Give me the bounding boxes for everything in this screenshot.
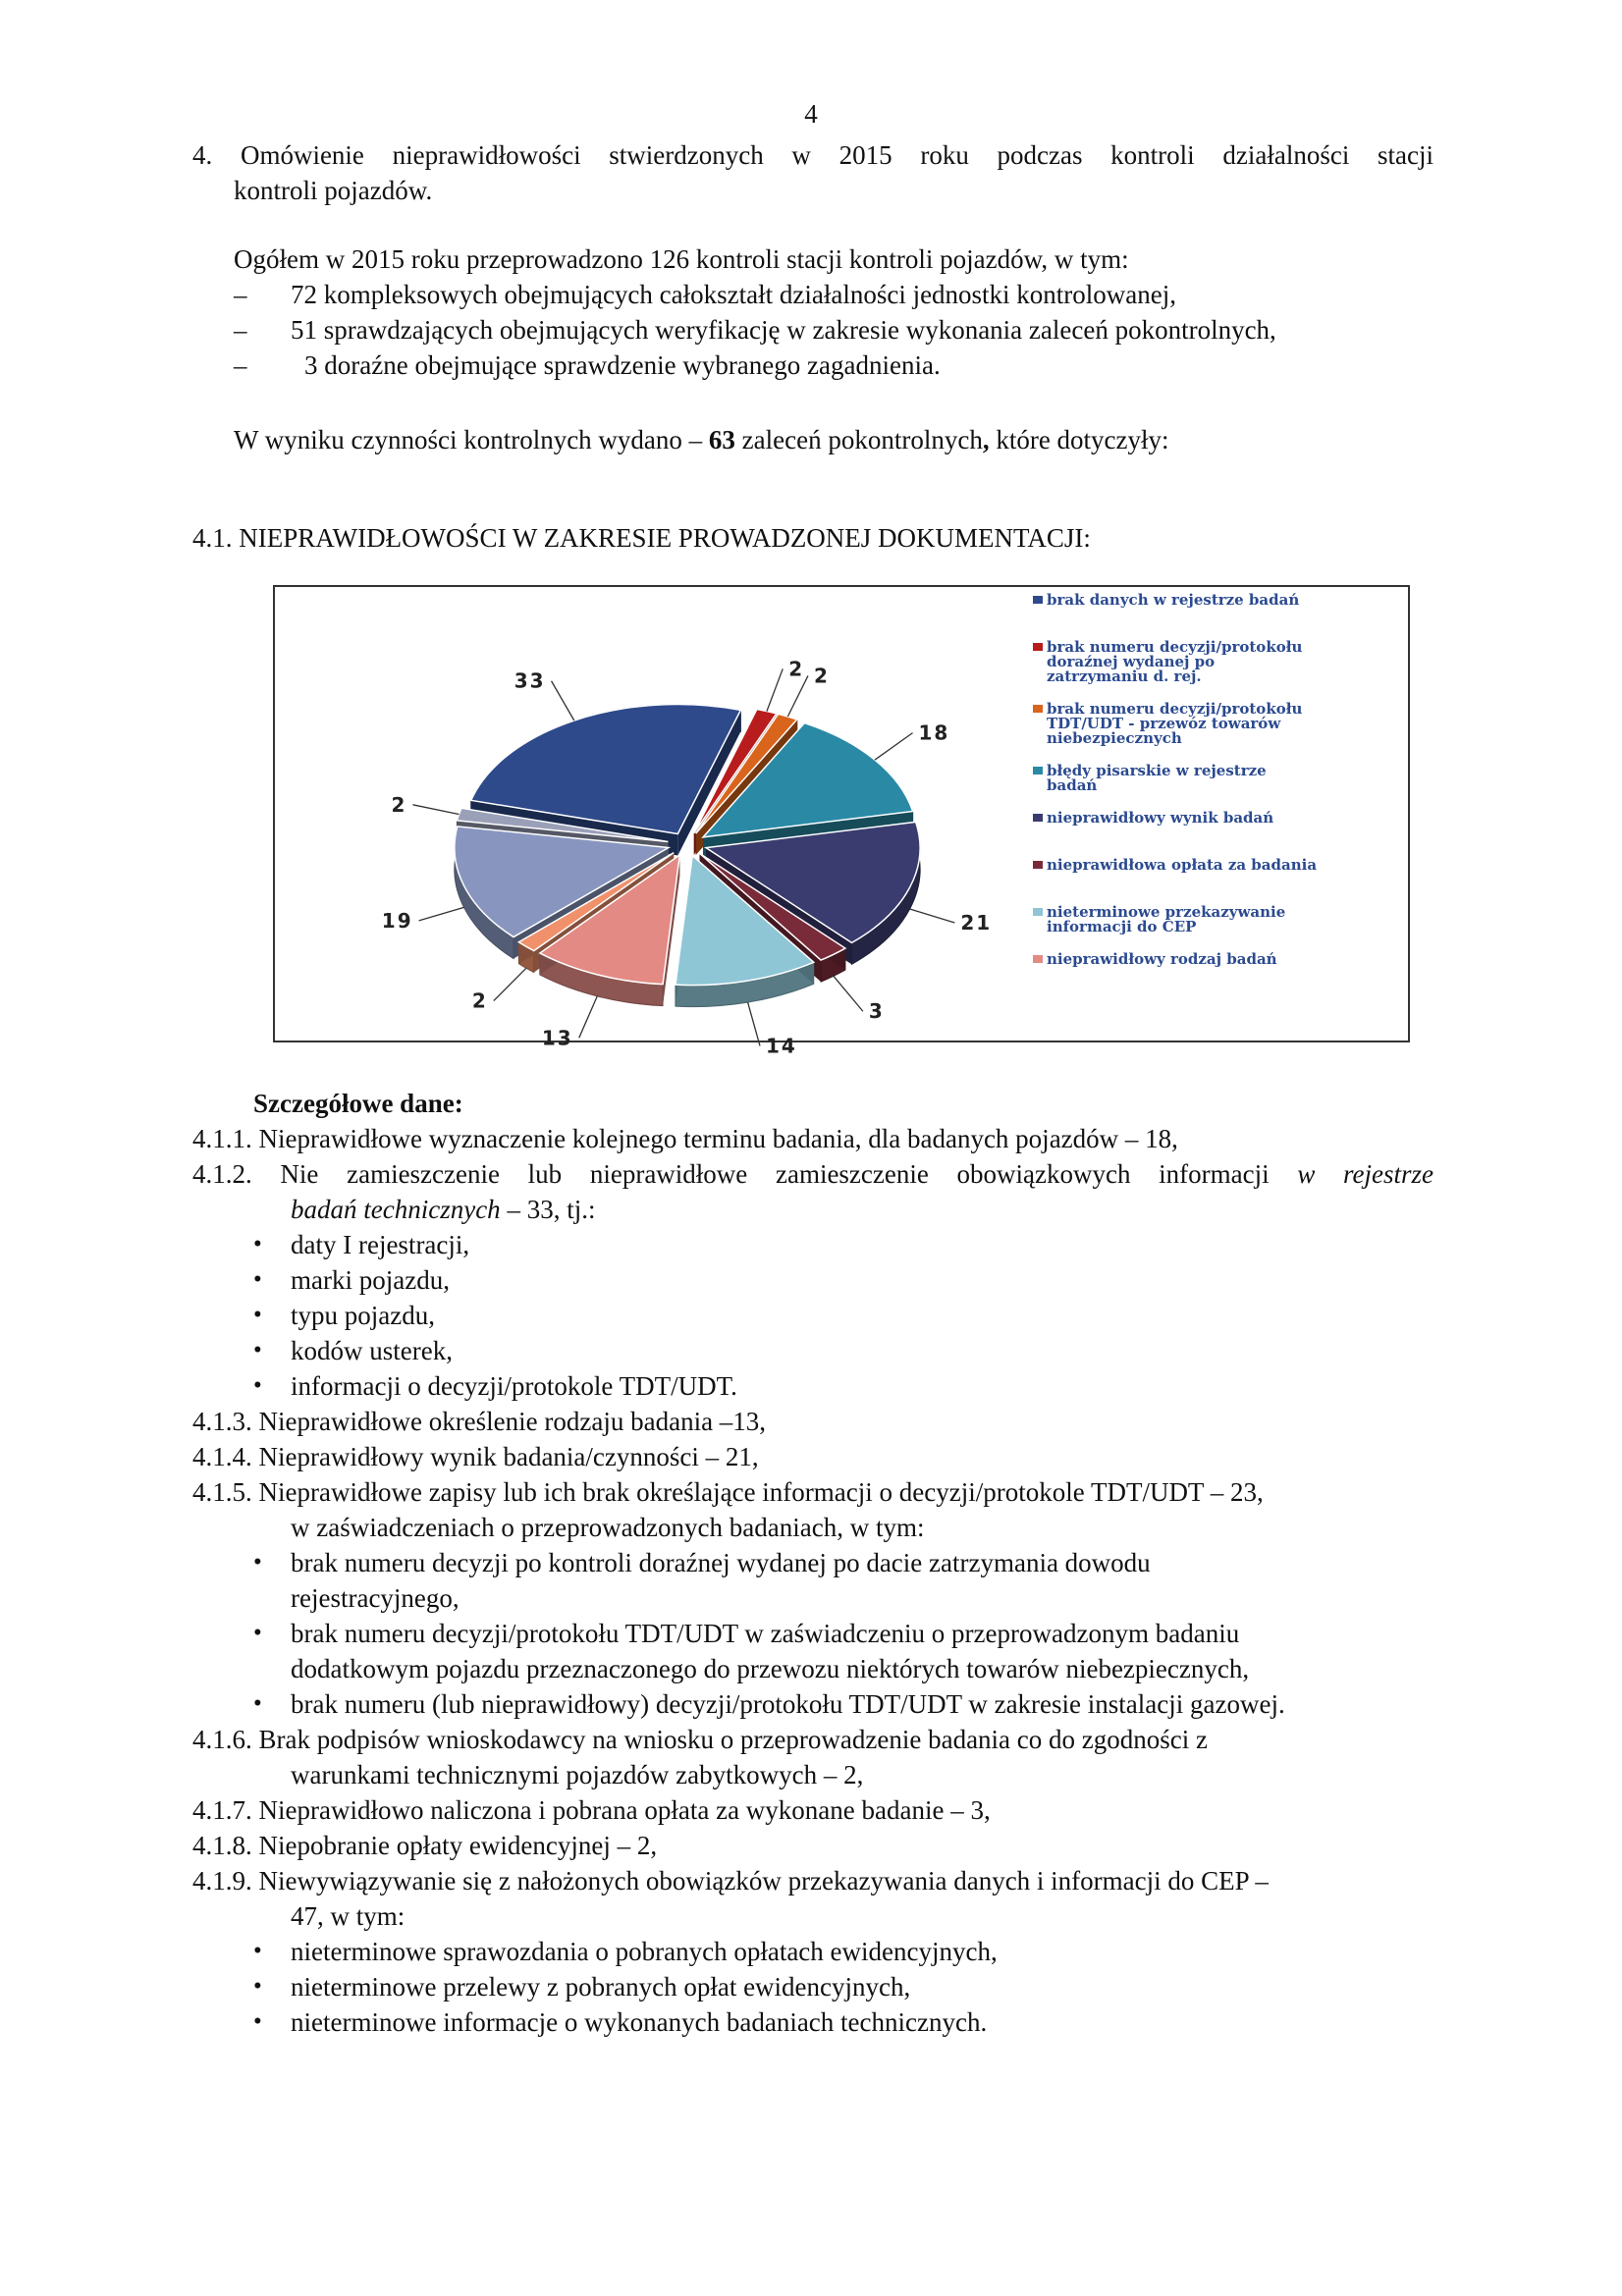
result-count: 63 [708, 425, 735, 454]
item-italic: w rejestrze [1297, 1159, 1434, 1189]
item-4-1-3: 4.1.3. Nieprawidłowe określenie rodzaju badania –13, [192, 1407, 767, 1436]
bullet-symbol: • [253, 1690, 262, 1717]
legend-label: informacji do CEP [1047, 918, 1197, 935]
bullet-symbol: • [253, 1302, 262, 1328]
item-italic: badań technicznych [291, 1195, 501, 1224]
item-4-1-1: 4.1.1. Nieprawidłowe wyznaczenie kolejnego terminu badania, dla badanych pojazdów – 18, [192, 1124, 1178, 1153]
subsection-title: 4.1. NIEPRAWIDŁOWOŚCI W ZAKRESIE PROWADZONEJ DOKUMENTACJI: [192, 523, 1091, 553]
bullet-symbol: • [253, 1372, 262, 1399]
list-item-cont: rejestracyjnego, [291, 1583, 460, 1613]
item-text: – 33, tj.: [500, 1195, 596, 1224]
list-item: 51 sprawdzających obejmujących weryfikację w zakresie wykonania zaleceń pokontrolnych, [291, 315, 1276, 345]
legend-label: TDT/UDT - przewóz towarów [1047, 715, 1281, 732]
list-item: nieterminowe przelewy z pobranych opłat ewidencyjnych, [291, 1972, 911, 2002]
list-item-cont: dodatkowym pojazdu przeznaczonego do przewozu niektórych towarów niebezpiecznych, [291, 1654, 1250, 1683]
legend-swatch [1033, 908, 1043, 916]
item-4-1-2 [192, 1156, 1433, 1192]
legend-label: zatrzymaniu d. rej. [1047, 667, 1202, 685]
list-item: 72 kompleksowych obejmujących całokształt działalności jednostki kontrolowanej, [291, 280, 1177, 309]
pie-chart-frame [273, 585, 1410, 1058]
legend-label: doraźnej wydanej po [1047, 653, 1216, 670]
legend-label: brak numeru decyzji/protokołu [1047, 700, 1303, 718]
bullet-symbol: • [253, 2008, 262, 2035]
leader-line [494, 968, 526, 1000]
data-label: 2 [788, 657, 805, 681]
list-item: brak numeru (lub nieprawidłowy) decyzji/protokołu TDT/UDT w zakresie instalacji gazowej. [291, 1689, 1285, 1719]
leader-line [787, 675, 808, 717]
leader-line [552, 681, 574, 721]
list-item: kodów usterek, [291, 1336, 453, 1365]
leader-line [834, 976, 863, 1011]
result-text: zaleceń pokontrolnych [734, 425, 983, 454]
legend-swatch [1033, 596, 1043, 604]
legend-swatch [1033, 767, 1043, 774]
data-label: 2 [391, 792, 407, 817]
leader-line [748, 1002, 760, 1045]
bullet-symbol: • [253, 1337, 262, 1363]
pie-chart [275, 587, 1408, 1058]
legend-swatch [1033, 705, 1043, 713]
data-label: 3 [868, 999, 885, 1024]
dash-symbol: – [234, 315, 247, 345]
data-label: 2 [471, 988, 488, 1013]
legend-label: niebezpiecznych [1047, 729, 1182, 747]
legend-swatch [1033, 861, 1043, 869]
item-4-1-9-cont: 47, w tym: [291, 1901, 406, 1931]
item-4-1-6-cont: warunkami technicznymi pojazdów zabytkowych – 2, [291, 1760, 864, 1789]
leader-line [579, 996, 598, 1038]
result-text: W wyniku czynności kontrolnych wydano – [234, 425, 709, 454]
leader-line [875, 733, 913, 760]
item-4-1-5: 4.1.5. Nieprawidłowe zapisy lub ich brak określające informacji o decyzji/protokole TDT/UDT – 23, [192, 1477, 1264, 1507]
details-title: Szczegółowe dane: [253, 1089, 463, 1118]
list-item: informacji o decyzji/protokole TDT/UDT. [291, 1371, 737, 1401]
legend-label: nieterminowe przekazywanie [1047, 903, 1286, 921]
bullet-symbol: • [253, 1231, 262, 1257]
data-label: 2 [813, 664, 830, 688]
item-text: 4.1.2. Nie zamieszczenie lub nieprawidłowe zamieszczenie obowiązkowych informacji [192, 1159, 1270, 1189]
item-4-1-4: 4.1.4. Nieprawidłowy wynik badania/czynności – 21, [192, 1442, 759, 1471]
item-4-1-6: 4.1.6. Brak podpisów wnioskodawcy na wniosku o przeprowadzenie badania co do zgodności z [192, 1725, 1208, 1754]
dash-symbol: – [234, 350, 247, 380]
bullet-symbol: • [253, 1620, 262, 1646]
leader-line [419, 907, 464, 921]
leader-line [910, 909, 955, 923]
list-item: 3 doraźne obejmujące sprawdzenie wybranego zagadnienia. [304, 350, 941, 380]
legend-swatch [1033, 814, 1043, 822]
bullet-symbol: • [253, 1549, 262, 1575]
list-item: brak numeru decyzji/protokołu TDT/UDT w zaświadczeniu o przeprowadzonym badaniu [291, 1619, 1240, 1648]
leader-line [767, 668, 783, 711]
legend-label: nieprawidłowy rodzaj badań [1047, 950, 1277, 968]
dash-symbol: – [234, 280, 247, 309]
legend-label: brak numeru decyzji/protokołu [1047, 638, 1303, 656]
legend-label: badań [1047, 776, 1098, 794]
data-label: 19 [381, 908, 413, 933]
list-item: nieterminowe informacje o wykonanych badaniach technicznych. [291, 2007, 988, 2037]
legend-label: nieprawidłowy wynik badań [1047, 809, 1274, 827]
bullet-symbol: • [253, 1938, 262, 1964]
legend-swatch [1033, 955, 1043, 963]
data-label: 13 [541, 1026, 573, 1050]
list-item: nieterminowe sprawozdania o pobranych opłatach ewidencyjnych, [291, 1937, 998, 1966]
list-item: typu pojazdu, [291, 1301, 435, 1330]
page-number: 4 [804, 99, 818, 129]
item-4-1-7: 4.1.7. Nieprawidłowo naliczona i pobrana opłata za wykonane badanie – 3, [192, 1795, 991, 1825]
bullet-symbol: • [253, 1973, 262, 2000]
data-label: 21 [960, 911, 993, 935]
bullet-symbol: • [253, 1266, 262, 1293]
legend-label: nieprawidłowa opłata za badania [1047, 856, 1318, 874]
intro-paragraph: Ogółem w 2015 roku przeprowadzono 126 kontroli stacji kontroli pojazdów, w tym: [234, 244, 1129, 274]
item-4-1-8: 4.1.8. Niepobranie opłaty ewidencyjnej – 2, [192, 1831, 658, 1860]
list-item: marki pojazdu, [291, 1265, 450, 1295]
list-item: brak numeru decyzji po kontroli doraźnej wydanej po dacie zatrzymania dowodu [291, 1548, 1151, 1577]
legend-label: brak danych w rejestrze badań [1047, 591, 1300, 609]
result-comma: , [982, 425, 990, 454]
list-item: daty I rejestracji, [291, 1230, 470, 1259]
data-label: 18 [918, 721, 950, 745]
item-4-1-9: 4.1.9. Niewywiązywanie się z nałożonych obowiązków przekazywania danych i informacji do CEP – [192, 1866, 1269, 1896]
legend-label: błędy pisarskie w rejestrze [1047, 762, 1267, 779]
section-heading: 4. Omówienie nieprawidłowości stwierdzonych w 2015 roku podczas kontroli działalności stacji [192, 140, 1433, 170]
result-paragraph [234, 422, 1169, 457]
item-4-1-2-cont [291, 1192, 595, 1227]
legend-swatch [1033, 643, 1043, 651]
data-label: 33 [514, 668, 546, 693]
data-label: 14 [766, 1034, 797, 1058]
section-heading-cont: kontroli pojazdów. [234, 176, 433, 205]
item-4-1-5-cont: w zaświadczeniach o przeprowadzonych badaniach, w tym: [291, 1513, 925, 1542]
leader-line [412, 805, 459, 815]
result-text: które dotyczyły: [989, 425, 1169, 454]
